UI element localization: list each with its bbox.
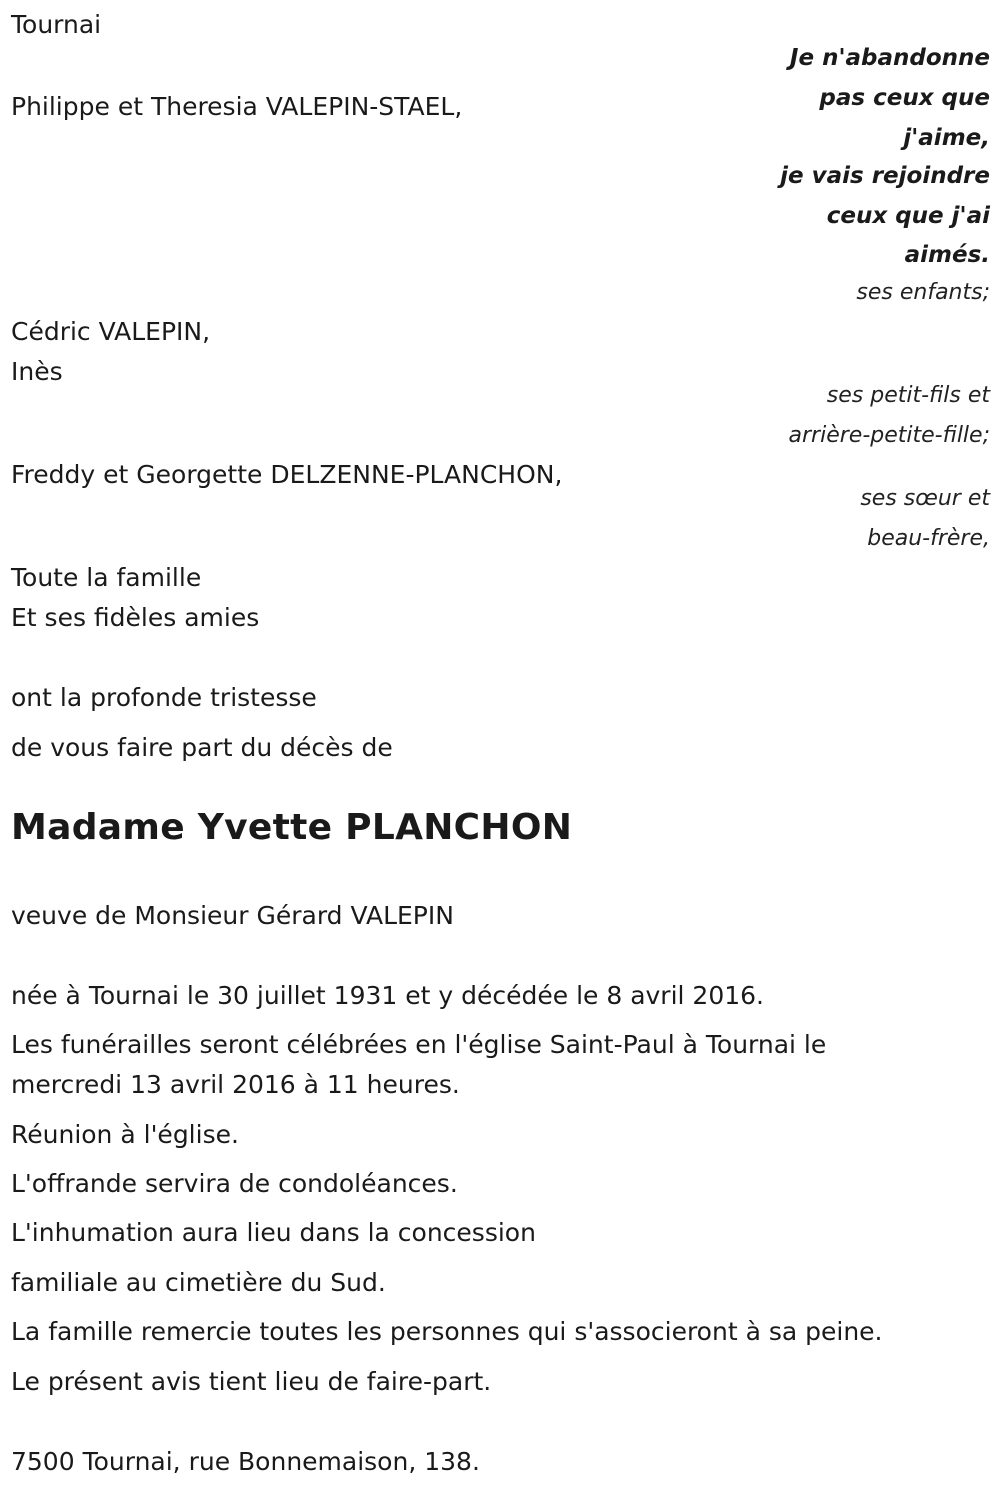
verse-line: aimés. (904, 242, 990, 268)
funeral-line: mercredi 13 avril 2016 à 11 heures. (11, 1070, 460, 1099)
grand-relation-line: ses petit-fils et (826, 383, 990, 408)
all-family: Toute la famille (11, 563, 202, 592)
widow-of: veuve de Monsieur Gérard VALEPIN (11, 901, 454, 930)
funeral-line: Les funérailles seront célébrées en l'église Saint-Paul à Tournai le (11, 1030, 827, 1059)
burial-line: L'inhumation aura lieu dans la concession (11, 1218, 536, 1247)
verse-line: pas ceux que (819, 85, 990, 111)
verse-line: Je n'abandonne (789, 45, 990, 71)
siblings-relation-line: beau-frère, (867, 526, 990, 551)
grandson-name: Cédric VALEPIN, (11, 317, 211, 346)
address: 7500 Tournai, rue Bonnemaison, 138. (11, 1447, 480, 1476)
great-granddaughter-name: Inès (11, 357, 63, 386)
friends: Et ses fidèles amies (11, 603, 260, 632)
verse-line: je vais rejoindre (780, 163, 990, 189)
notice: Le présent avis tient lieu de faire-part. (11, 1367, 492, 1396)
children-relation: ses enfants; (856, 280, 990, 305)
offering: L'offrande servira de condoléances. (11, 1169, 458, 1198)
verse-line: ceux que j'ai (826, 203, 990, 229)
children-names: Philippe et Theresia VALEPIN-STAEL, (11, 92, 463, 121)
siblings-relation-line: ses sœur et (860, 486, 990, 511)
announcement-line: de vous faire part du décès de (11, 733, 393, 762)
siblings-names: Freddy et Georgette DELZENNE-PLANCHON, (11, 460, 563, 489)
birth-death: née à Tournai le 30 juillet 1931 et y décédée le 8 avril 2016. (11, 981, 764, 1010)
location-heading: Tournai (11, 10, 102, 39)
burial-line: familiale au cimetière du Sud. (11, 1268, 386, 1297)
thanks: La famille remercie toutes les personnes qui s'associeront à sa peine. (11, 1317, 883, 1346)
meeting: Réunion à l'église. (11, 1120, 239, 1149)
announcement-line: ont la profonde tristesse (11, 683, 317, 712)
verse-line: j'aime, (903, 125, 990, 151)
deceased-name: Madame Yvette PLANCHON (11, 807, 573, 848)
grand-relation-line: arrière-petite-fille; (788, 423, 990, 448)
